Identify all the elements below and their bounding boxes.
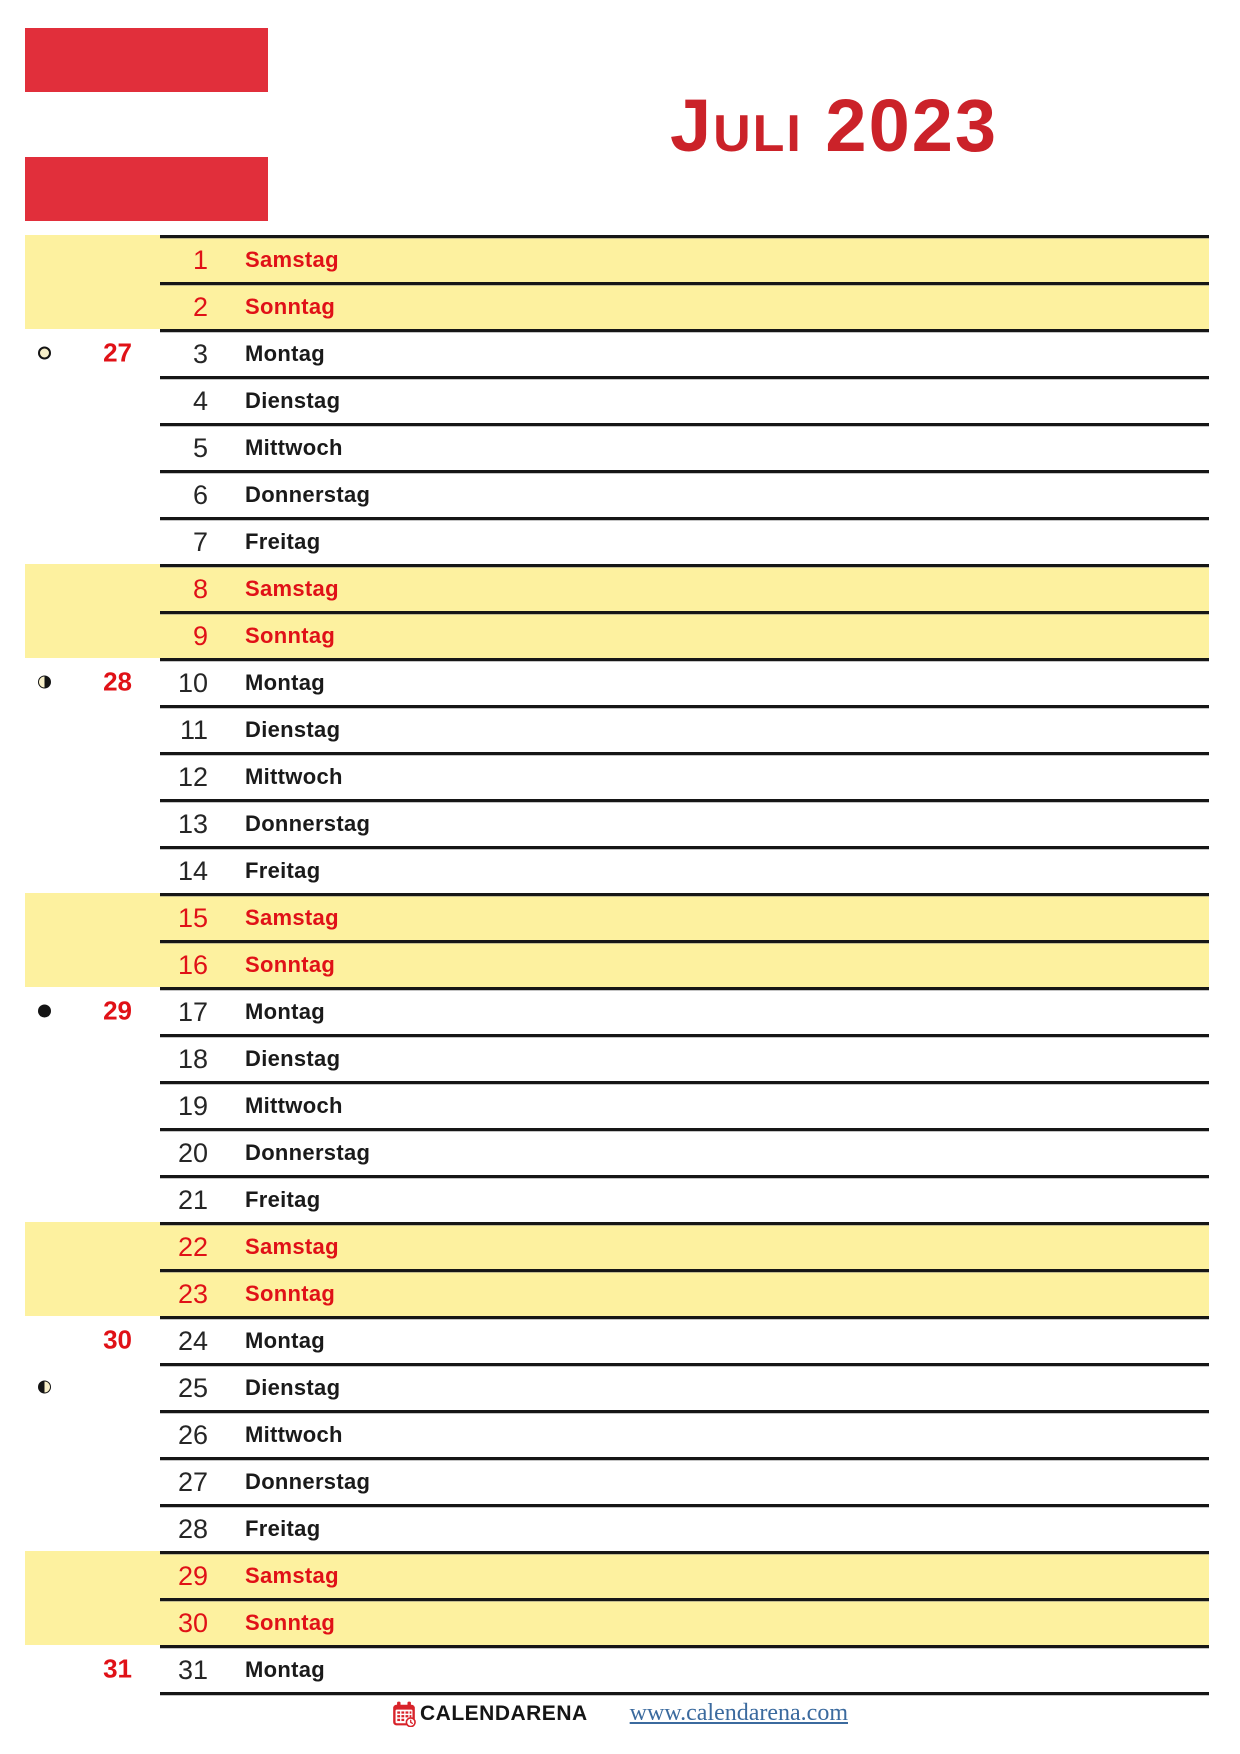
calendar-row (25, 987, 1209, 1034)
day-number: 20 (177, 1137, 208, 1168)
weekday-label: Mittwoch (245, 764, 343, 789)
day-cell (160, 1504, 1209, 1551)
weekday-label: Montag (245, 999, 326, 1024)
week-gutter (25, 940, 160, 987)
day-number: 4 (192, 385, 208, 416)
day-number: 17 (177, 996, 208, 1027)
week-gutter (25, 658, 160, 705)
day-cell (160, 1269, 1209, 1316)
day-number: 12 (177, 761, 208, 792)
weekday-label: Samstag (245, 576, 339, 601)
day-cell (160, 1222, 1209, 1269)
last-quarter-icon (38, 675, 51, 688)
week-gutter (25, 705, 160, 752)
calendar-row (25, 940, 1209, 987)
day-number: 2 (192, 291, 208, 322)
day-cell (160, 1363, 1209, 1410)
week-gutter (25, 517, 160, 564)
calendar-row (25, 564, 1209, 611)
day-cell (160, 940, 1209, 987)
weekday-label: Freitag (245, 529, 321, 554)
weekday-label: Dienstag (245, 717, 341, 742)
weekday-label: Freitag (245, 858, 321, 883)
week-gutter (25, 893, 160, 940)
calendar-row (25, 1081, 1209, 1128)
day-cell (160, 517, 1209, 564)
day-number: 27 (177, 1466, 208, 1497)
week-gutter (25, 611, 160, 658)
day-cell (160, 1034, 1209, 1081)
day-cell (160, 470, 1209, 517)
week-gutter (25, 799, 160, 846)
day-number: 13 (177, 808, 208, 839)
weekday-label: Montag (245, 1657, 326, 1682)
brand-logo (392, 1701, 588, 1727)
first-quarter-icon (38, 1380, 51, 1393)
calendar-row (25, 1175, 1209, 1222)
week-gutter (25, 470, 160, 517)
weekday-label: Sonntag (245, 623, 336, 648)
day-number: 3 (192, 338, 208, 369)
week-gutter (25, 1081, 160, 1128)
calendar-row (25, 423, 1209, 470)
week-gutter (25, 1222, 160, 1269)
flag-stripe-red-top (25, 28, 268, 92)
weekday-label: Donnerstag (245, 1469, 371, 1494)
day-cell (160, 1645, 1209, 1692)
weekday-label: Samstag (245, 1563, 339, 1588)
week-gutter (25, 564, 160, 611)
day-number: 31 (177, 1654, 208, 1685)
weekday-label: Dienstag (245, 1375, 341, 1400)
month-calendar (25, 235, 1209, 1695)
calendar-row (25, 282, 1209, 329)
day-cell (160, 1128, 1209, 1175)
page-title: Juli 2023 (669, 84, 999, 167)
calendar-row (25, 799, 1209, 846)
day-cell (160, 705, 1209, 752)
week-gutter (25, 752, 160, 799)
week-gutter (25, 1269, 160, 1316)
weekday-label: Sonntag (245, 1610, 336, 1635)
day-number: 25 (177, 1372, 208, 1403)
weekday-label: Dienstag (245, 388, 341, 413)
calendar-row (25, 1551, 1209, 1598)
calendar-row (25, 705, 1209, 752)
week-gutter (25, 1034, 160, 1081)
calendar-icon (392, 1701, 416, 1727)
day-cell (160, 846, 1209, 893)
day-number: 24 (177, 1325, 208, 1356)
day-number: 1 (192, 244, 208, 275)
weekday-label: Freitag (245, 1187, 321, 1212)
calendar-row (25, 846, 1209, 893)
week-gutter (25, 282, 160, 329)
weekday-label: Montag (245, 341, 326, 366)
day-cell (160, 329, 1209, 376)
week-gutter (25, 1363, 160, 1410)
weekday-label: Samstag (245, 1234, 339, 1259)
calendar-row (25, 1316, 1209, 1363)
calendar-row (25, 470, 1209, 517)
day-number: 8 (192, 573, 208, 604)
day-cell (160, 611, 1209, 658)
week-gutter (25, 423, 160, 470)
week-gutter (25, 987, 160, 1034)
week-gutter (25, 1645, 160, 1692)
weekday-label: Donnerstag (245, 1140, 371, 1165)
weekday-label: Montag (245, 1328, 326, 1353)
website-link[interactable]: www.calendarena.com (629, 1700, 848, 1726)
weekday-label: Sonntag (245, 1281, 336, 1306)
weekday-label: Mittwoch (245, 1422, 343, 1447)
day-number: 11 (179, 714, 208, 745)
day-number: 19 (177, 1090, 208, 1121)
brand-name: CALENDARENA (419, 1701, 588, 1725)
day-cell (160, 987, 1209, 1034)
calendar-row (25, 1504, 1209, 1551)
day-cell (160, 1410, 1209, 1457)
day-cell (160, 1081, 1209, 1128)
flag-stripe-red-bottom (25, 157, 268, 221)
calendar-row (25, 376, 1209, 423)
calendar-row (25, 1410, 1209, 1457)
day-cell (160, 376, 1209, 423)
day-cell (160, 893, 1209, 940)
calendar-bottom-line (160, 1692, 1209, 1695)
austria-flag (25, 28, 268, 221)
week-gutter (25, 1457, 160, 1504)
week-gutter (25, 329, 160, 376)
week-number: 27 (103, 337, 132, 367)
day-cell (160, 1316, 1209, 1363)
flag-stripe-white (25, 92, 268, 156)
day-cell (160, 1175, 1209, 1222)
week-number: 29 (103, 995, 132, 1025)
calendar-row (25, 658, 1209, 705)
new-moon-icon (38, 1004, 51, 1017)
week-gutter (25, 1504, 160, 1551)
weekday-label: Mittwoch (245, 1093, 343, 1118)
week-gutter (25, 1175, 160, 1222)
calendar-row (25, 611, 1209, 658)
full-moon-icon (38, 346, 51, 359)
weekday-label: Donnerstag (245, 482, 371, 507)
weekday-label: Samstag (245, 905, 339, 930)
day-cell (160, 752, 1209, 799)
day-number: 28 (177, 1513, 208, 1544)
day-cell (160, 423, 1209, 470)
calendar-row (25, 1457, 1209, 1504)
calendar-row (25, 1222, 1209, 1269)
week-gutter (25, 1128, 160, 1175)
day-number: 7 (192, 526, 208, 557)
calendar-row (25, 1598, 1209, 1645)
calendar-row (25, 235, 1209, 282)
week-number: 30 (103, 1324, 132, 1354)
calendar-row (25, 1128, 1209, 1175)
weekday-label: Freitag (245, 1516, 321, 1541)
day-number: 29 (177, 1560, 208, 1591)
weekday-label: Donnerstag (245, 811, 371, 836)
calendar-row (25, 893, 1209, 940)
calendar-row (25, 1269, 1209, 1316)
day-cell (160, 658, 1209, 705)
day-number: 30 (177, 1607, 208, 1638)
day-number: 5 (192, 432, 208, 463)
calendar-row (25, 1363, 1209, 1410)
weekday-label: Sonntag (245, 294, 336, 319)
footer (0, 1700, 1240, 1727)
day-number: 10 (177, 667, 208, 698)
day-number: 18 (177, 1043, 208, 1074)
week-gutter (25, 1551, 160, 1598)
calendar-row (25, 1645, 1209, 1692)
day-number: 14 (177, 855, 208, 886)
calendar-rows (25, 235, 1209, 1692)
day-number: 22 (177, 1231, 208, 1262)
calendar-row (25, 329, 1209, 376)
day-number: 23 (177, 1278, 208, 1309)
day-number: 6 (192, 479, 208, 510)
weekday-label: Dienstag (245, 1046, 341, 1071)
day-cell (160, 564, 1209, 611)
weekday-label: Mittwoch (245, 435, 343, 460)
day-number: 9 (192, 620, 208, 651)
day-number: 21 (177, 1184, 208, 1215)
day-cell (160, 282, 1209, 329)
calendar-row (25, 1034, 1209, 1081)
day-cell (160, 1457, 1209, 1504)
day-cell (160, 1551, 1209, 1598)
day-number: 15 (177, 902, 208, 933)
weekday-label: Montag (245, 670, 326, 695)
week-gutter (25, 235, 160, 282)
calendar-row (25, 752, 1209, 799)
day-number: 16 (177, 949, 208, 980)
weekday-label: Sonntag (245, 952, 336, 977)
week-number: 31 (103, 1653, 132, 1683)
calendar-row (25, 517, 1209, 564)
week-gutter (25, 846, 160, 893)
weekday-label: Samstag (245, 247, 339, 272)
day-number: 26 (177, 1419, 208, 1450)
week-gutter (25, 1316, 160, 1363)
week-gutter (25, 1410, 160, 1457)
day-cell (160, 1598, 1209, 1645)
week-number: 28 (103, 666, 132, 696)
day-cell (160, 799, 1209, 846)
week-gutter (25, 1598, 160, 1645)
week-gutter (25, 376, 160, 423)
day-cell (160, 235, 1209, 282)
